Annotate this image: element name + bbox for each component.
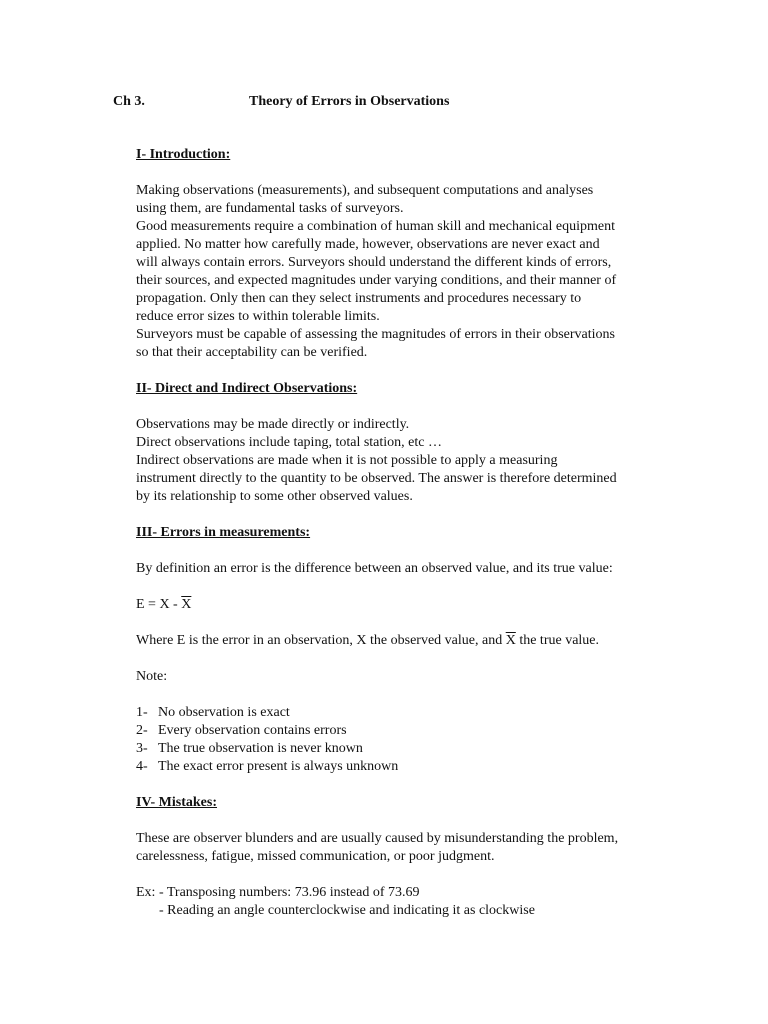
text-line: Making observations (measurements), and subsequent computations and analyses (136, 183, 594, 198)
section-heading: II- Direct and Indirect Observations: (136, 381, 358, 396)
true-value-symbol: $\overline{X}$ (181, 597, 192, 612)
text-line: Indirect observations are made when it is not possible to apply a measuring (136, 453, 558, 468)
text-line: carelessness, fatigue, missed communication, or poor judgment. (136, 849, 495, 864)
section-heading: I- Introduction: (136, 147, 231, 162)
text-line: Observations may be made directly or indirectly. (136, 417, 410, 432)
text-line: their sources, and expected magnitudes under varying conditions, and their manner of (136, 273, 617, 288)
list-text: Every observation contains errors (158, 723, 347, 738)
chapter-label: Ch 3. (113, 94, 145, 109)
section-introduction (136, 146, 696, 362)
list-text: The exact error present is always unknown (158, 759, 399, 774)
section-direct-indirect (136, 380, 696, 506)
section-heading: III- Errors in measurements: (136, 525, 311, 540)
text-line: Good measurements require a combination of human skill and mechanical equipment (136, 219, 615, 234)
text-line: Surveyors must be capable of assessing the magnitudes of errors in their observations (136, 327, 616, 342)
text-line: using them, are fundamental tasks of surveyors. (136, 201, 404, 216)
formula-lhs: E = X - (136, 597, 182, 612)
list-text: The true observation is never known (158, 741, 363, 756)
list-item (136, 722, 696, 740)
where-line (136, 632, 696, 650)
section-errors (136, 524, 696, 776)
list-number: 1- (136, 705, 148, 720)
notes-list (136, 704, 696, 776)
example-text: - Transposing numbers: 73.96 instead of 73.69 (158, 885, 420, 900)
document-body (136, 146, 696, 920)
list-text: No observation is exact (158, 705, 290, 720)
error-formula (136, 596, 696, 614)
page-title: Theory of Errors in Observations (249, 94, 450, 109)
text-line: These are observer blunders and are usually caused by misunderstanding the problem, (136, 831, 619, 846)
example-row (136, 902, 696, 920)
true-value-symbol: $\overline{X}$ (505, 633, 516, 648)
text-line: reduce error sizes to within tolerable limits. (136, 309, 380, 324)
list-number: 2- (136, 723, 148, 738)
text-line: applied. No matter how carefully made, however, observations are never exact and (136, 237, 600, 252)
text-line: will always contain errors. Surveyors should understand the different kinds of errors, (136, 255, 612, 270)
list-item (136, 740, 696, 758)
text-line: instrument directly to the quantity to be observed. The answer is therefore determined (136, 471, 617, 486)
list-number: 4- (136, 759, 148, 774)
list-item (136, 758, 696, 776)
example-row (136, 884, 696, 902)
example-label: Ex: (136, 885, 156, 900)
example-text: - Reading an angle counterclockwise and indicating it as clockwise (159, 903, 535, 918)
list-item (136, 704, 696, 722)
where-text: the true value. (515, 633, 600, 648)
text-line: By definition an error is the difference between an observed value, and its true value: (136, 561, 613, 576)
section-heading: IV- Mistakes: (136, 795, 218, 810)
where-text: Where E is the error in an observation, X the observed value, and (136, 633, 506, 648)
note-label: Note: (136, 669, 168, 684)
text-line: by its relationship to some other observed values. (136, 489, 413, 504)
text-line: Direct observations include taping, total station, etc … (136, 435, 442, 450)
text-line: propagation. Only then can they select instruments and procedures necessary to (136, 291, 582, 306)
section-mistakes (136, 794, 696, 920)
text-line: so that their acceptability can be verified. (136, 345, 368, 360)
list-number: 3- (136, 741, 148, 756)
